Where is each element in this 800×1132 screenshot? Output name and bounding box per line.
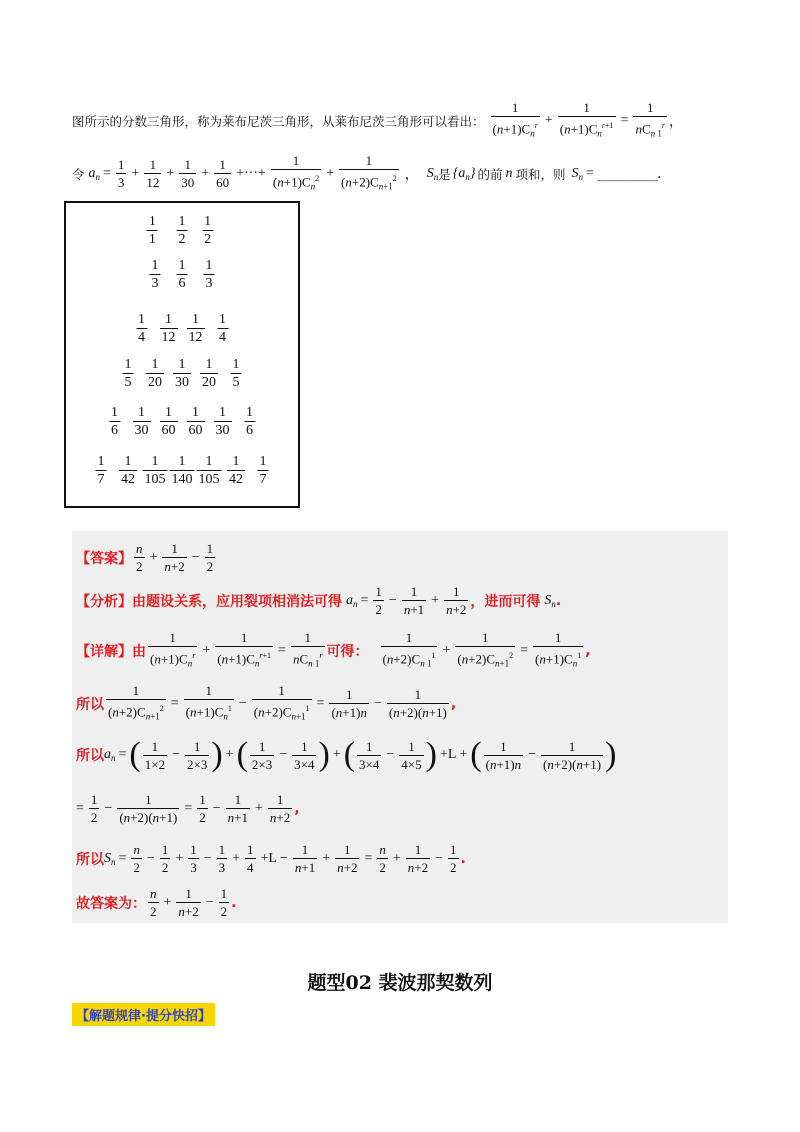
triangle-fraction: [133, 406, 151, 438]
analysis-label: 【分析】: [76, 593, 132, 610]
triangle-numerator: 1: [138, 312, 145, 327]
triangle-denominator: 20: [148, 375, 162, 390]
analysis-line: 【分析】 由题设关系，应用裂项相消法可得 $a_n$ = $\frac{1}{2}$ − $\frac{1}{n+1}$ + $\frac{1}{n+2}$ ，进而可得 $S_n$ .: [76, 584, 562, 617]
analysis-tail: ，进而可得: [470, 593, 541, 610]
triangle-denominator: 30: [134, 423, 149, 438]
triangle-numerator: 1: [124, 357, 132, 372]
section-title: 题型02 裴波那契数列: [307, 972, 493, 994]
triangle-fraction: [217, 313, 228, 345]
triangle-fraction: [150, 259, 161, 291]
detail-line-5: 所以 $S_n$ = $\frac{n}{2}$ − $\frac{1}{2}$ + $\frac{1}{3}$ − $\frac{1}{3}$ + $\frac{1}{4}$ +L − $\frac{1}{n+1}$ + $\frac{1}{n+2}$ = $\frac{n}{2}$ + $\frac{1}{n+2}$ − $\frac{1}{2}$ .: [76, 842, 466, 875]
triangle-fraction: [177, 259, 188, 291]
triangle-fraction: [160, 406, 178, 438]
detail-line-3: 所以 $a_n$ = ( $\frac{1}{1\times 2}$ − $\frac{1}{2\times 3}$ ) + ( $\frac{1}{2\times 3}$ − $\frac{1}{3\times 4}$ ) + ( $\frac{1}{3\times 4}$ − $\frac{1}{4\times 5}$ ) +L + ( $\frac{1}{(n+1)n}$ − $\frac{1}{(n+2)(n+1)}$ ): [76, 736, 617, 773]
triangle-fraction: [200, 358, 218, 390]
so-label-1: 所以: [76, 696, 104, 713]
triangle-denominator: 42: [229, 472, 243, 487]
triangle-denominator: 20: [202, 375, 216, 390]
problem-line-2: 令 $a_n$ = $\frac{1}{3}$ + $\frac{1}{12}$ + $\frac{1}{30}$ + $\frac{1}{60}$ +···+ $\frac{1}{(n+1)C_n^2}$ + $\frac{1}{(n+2)C_{n+1}^2}$ ， $S_n$ 是 $\{a_n\}$ 的前 n 项和，则 $S_n$ = __________.: [72, 153, 660, 194]
final-label: 故答案为：: [76, 895, 146, 912]
triangle-numerator: 1: [138, 405, 145, 420]
triangle-denominator: 4: [138, 330, 145, 345]
triangle-denominator: 7: [259, 472, 267, 487]
so-label-2: 所以: [76, 748, 104, 764]
final-answer-line: 故答案为： $\frac{n}{2}$ + $\frac{1}{n+2}$ − $\frac{1}{2}$ .: [76, 886, 237, 919]
triangle-fraction: [119, 455, 137, 487]
problem-intro: 图所示的分数三角形，称为莱布尼茨三角形，从莱布尼茨三角形可以看出：: [72, 113, 485, 129]
is-label: 是: [438, 166, 451, 182]
triangle-numerator: 1: [178, 258, 186, 273]
detail-line-2: 所以 $\frac{1}{(n+2)C_{n+1}^2}$ = $\frac{1}{(n+1)C_n^1}$ − $\frac{1}{(n+2)C_{n+1}^1}$ = $\frac{1}{(n+1)n}$ − $\frac{1}{(n+2)(n+1)}$ ,: [76, 683, 456, 724]
triangle-denominator: 6: [178, 276, 186, 291]
triangle-numerator: 1: [178, 454, 186, 469]
triangle-fraction: [170, 455, 195, 487]
triangle-fraction: [123, 358, 134, 390]
detail-by: 由: [132, 643, 146, 660]
triangle-numerator: 1: [151, 357, 159, 372]
problem-line-1: [72, 100, 683, 141]
triangle-numerator: 1: [259, 454, 267, 469]
triangle-fraction: [244, 406, 255, 438]
triangle-fraction: [197, 455, 222, 487]
triangle-fraction: [143, 455, 168, 487]
triangle-fraction: [173, 358, 191, 390]
triangle-fraction: [187, 313, 205, 345]
triangle-numerator: 1: [97, 454, 105, 469]
triangle-fraction: [109, 406, 120, 438]
triangle-numerator: 1: [219, 405, 226, 420]
triangle-denominator: 5: [124, 375, 132, 390]
analysis-text: 由题设关系，应用裂项相消法可得: [132, 593, 342, 610]
triangle-denominator: 12: [188, 330, 203, 345]
triangle-denominator: 3: [205, 276, 213, 291]
triangle-denominator: 4: [219, 330, 226, 345]
triangle-denominator: 105: [198, 472, 220, 487]
triangle-fraction: [136, 313, 147, 345]
triangle-fraction: [177, 215, 188, 247]
triangle-numerator: 1: [151, 258, 159, 273]
of-first: 的前: [477, 166, 503, 182]
triangle-numerator: 1: [192, 312, 199, 327]
triangle-numerator: 1: [124, 454, 132, 469]
sum-then: 项和，则: [515, 166, 566, 182]
triangle-denominator: 12: [161, 330, 176, 345]
triangle-numerator: 1: [151, 454, 159, 469]
triangle-denominator: 140: [171, 472, 193, 487]
triangle-denominator: 30: [215, 423, 230, 438]
triangle-numerator: 1: [165, 405, 172, 420]
triangle-fraction: [146, 358, 164, 390]
triangle-numerator: 1: [205, 258, 213, 273]
triangle-numerator: 1: [165, 312, 172, 327]
detail-label: 【详解】: [76, 643, 132, 660]
triangle-denominator: 3: [151, 276, 159, 291]
triangle-denominator: 60: [161, 423, 176, 438]
triangle-numerator: 1: [232, 454, 240, 469]
triangle-denominator: 60: [188, 423, 203, 438]
let-label: 令: [72, 166, 85, 182]
triangle-fraction: [204, 259, 215, 291]
triangle-denominator: 7: [97, 472, 105, 487]
so-label-3: 所以: [76, 851, 104, 868]
triangle-fraction: [202, 215, 213, 247]
triangle-numerator: 1: [219, 312, 226, 327]
triangle-fraction: [187, 406, 205, 438]
detail-line-1: 【详解】 由 $\frac{1}{(n+1)C_n^r}$ + $\frac{1}{(n+1)C_n^{r+1}}$ = $\frac{1}{nC_{n 1}^r}$ 可得： $\frac{1}{(n+2)C_{n 1}^1}$ + $\frac{1}{(n+2)C_{n+1}^2}$ = $\frac{1}{(n+1)C_n^1}$ ,: [76, 630, 591, 671]
triangle-numerator: 1: [205, 454, 213, 469]
triangle-numerator: 1: [178, 357, 186, 372]
triangle-denominator: 1: [148, 232, 156, 247]
triangle-fraction: [258, 455, 269, 487]
triangle-numerator: 1: [204, 214, 212, 229]
triangle-denominator: 2: [178, 232, 186, 247]
answer-line: 【答案】 $\frac{n}{2}$ + $\frac{1}{n+2}$ − $\frac{1}{2}$: [76, 541, 214, 574]
triangle-fraction: [147, 215, 158, 247]
triangle-numerator: 1: [148, 214, 156, 229]
answer-label: 【答案】: [76, 550, 132, 567]
detail-line-4: = $\frac{1}{2}$ − $\frac{1}{(n+2)(n+1)}$ = $\frac{1}{2}$ − $\frac{1}{n+1}$ + $\frac{1}{n+2}$ ,: [76, 792, 300, 825]
triangle-fraction: [214, 406, 232, 438]
triangle-fraction: [231, 358, 242, 390]
triangle-fraction: [96, 455, 107, 487]
triangle-denominator: 6: [246, 423, 253, 438]
triangle-numerator: 1: [232, 357, 240, 372]
triangle-numerator: 1: [192, 405, 199, 420]
leibniz-triangle: [64, 201, 300, 508]
triangle-denominator: 5: [232, 375, 240, 390]
triangle-numerator: 1: [246, 405, 253, 420]
triangle-fraction: [160, 313, 178, 345]
triangle-numerator: 1: [178, 214, 186, 229]
section-tag: 【解题规律·提分快招】: [72, 1003, 215, 1026]
triangle-denominator: 105: [144, 472, 166, 487]
detail-get: 可得：: [326, 643, 369, 660]
answer-blank: __________.: [596, 165, 661, 182]
triangle-denominator: 6: [111, 423, 118, 438]
triangle-denominator: 42: [121, 472, 135, 487]
triangle-numerator: 1: [111, 405, 118, 420]
triangle-fraction: [227, 455, 245, 487]
triangle-denominator: 30: [175, 375, 189, 390]
triangle-numerator: 1: [205, 357, 213, 372]
triangle-denominator: 2: [204, 232, 212, 247]
identity-formula: $\frac{1}{(n+1)C_n^r}$ + $\frac{1}{(n+1)C_n^{r+1}}$ = $\frac{1}{nC_{n 1}^r}$ ，: [489, 100, 684, 141]
